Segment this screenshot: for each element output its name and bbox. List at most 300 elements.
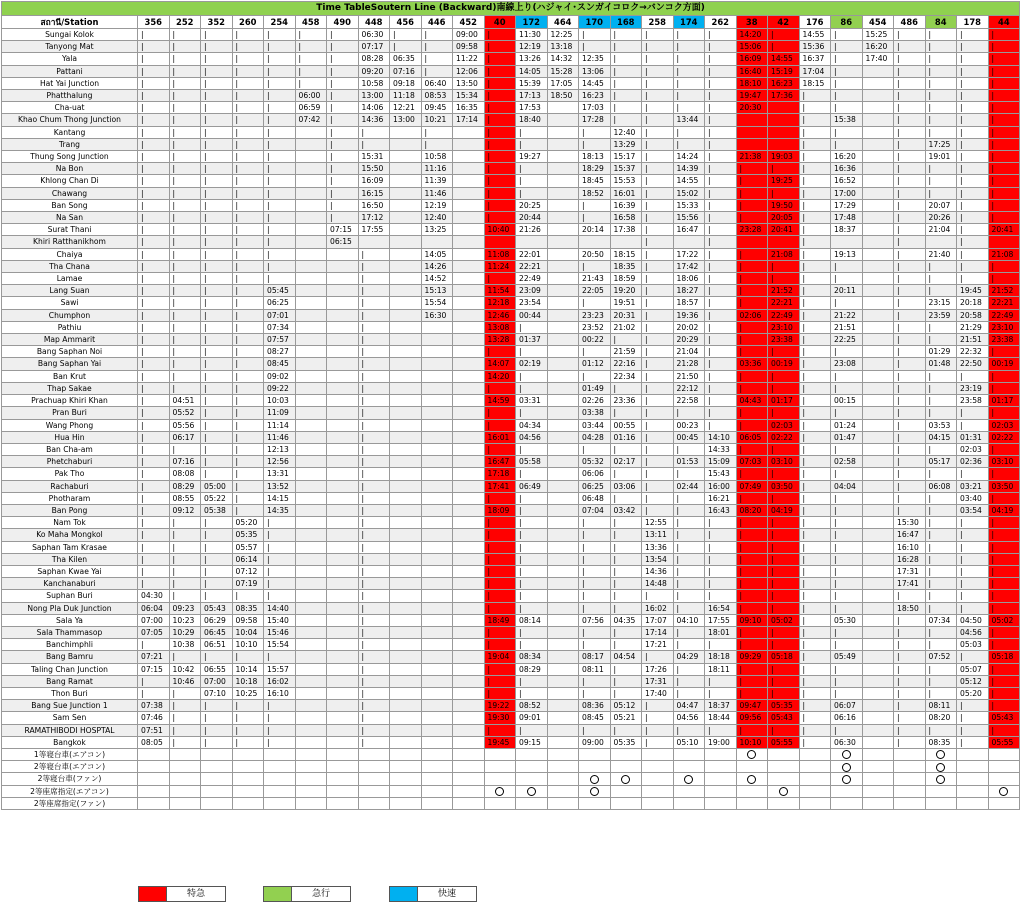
time-cell: | [201,297,233,309]
time-cell: 22:25 [831,334,863,346]
class-mark-cell [579,797,611,809]
time-cell [327,626,359,638]
time-cell [390,358,422,370]
time-cell: | [673,29,705,41]
time-cell: | [957,126,989,138]
time-cell: | [642,138,674,150]
time-cell: 18:29 [579,163,611,175]
time-cell: 23:15 [925,297,957,309]
time-cell: | [925,590,957,602]
time-cell: 07:42 [295,114,327,126]
time-cell: 19:36 [673,309,705,321]
time-cell: 06:00 [295,90,327,102]
class-mark-cell [264,748,296,760]
time-cell: 13:31 [264,468,296,480]
time-cell: | [642,151,674,163]
class-mark-cell [957,785,989,797]
time-cell: | [957,370,989,382]
time-cell: 14:20 [484,370,516,382]
time-cell [295,480,327,492]
time-cell [453,395,485,407]
time-cell: | [232,382,264,394]
class-mark-cell [327,773,359,785]
time-cell: 19:45 [484,736,516,748]
time-cell: | [736,553,768,565]
time-cell: 16:47 [894,529,926,541]
time-cell: | [358,309,390,321]
time-cell: | [831,663,863,675]
time-cell [327,553,359,565]
time-cell: | [894,431,926,443]
time-cell: | [642,419,674,431]
time-cell [421,492,453,504]
time-cell: | [201,700,233,712]
time-cell [295,504,327,516]
time-cell: 06:14 [232,553,264,565]
station-name: Bang Bamru [2,651,138,663]
time-cell: 17:41 [894,578,926,590]
time-cell: 17:40 [862,53,894,65]
time-cell: 10:58 [358,77,390,89]
station-row [2,651,1020,663]
time-cell: | [799,90,831,102]
time-cell [862,456,894,468]
time-cell: | [516,565,548,577]
class-mark-cell [358,785,390,797]
time-cell [295,248,327,260]
time-cell: | [138,370,170,382]
time-cell: | [768,529,800,541]
time-cell: 18:50 [547,90,579,102]
time-cell: 07:57 [264,334,296,346]
time-cell: 10:58 [421,151,453,163]
legend-label: 特急 [167,886,226,902]
time-cell [547,248,579,260]
time-cell: | [831,578,863,590]
station-row [2,480,1020,492]
time-cell: | [736,285,768,297]
time-cell [390,565,422,577]
time-cell: | [988,102,1020,114]
time-cell: | [642,431,674,443]
time-cell: 14:36 [642,565,674,577]
time-cell: | [201,346,233,358]
time-cell: 09:02 [264,370,296,382]
class-mark-cell [358,773,390,785]
class-row [2,773,1020,785]
time-cell: | [484,639,516,651]
time-cell: | [894,224,926,236]
time-cell: | [957,651,989,663]
time-cell: | [642,199,674,211]
time-cell: | [831,407,863,419]
time-cell [862,163,894,175]
time-cell: | [894,675,926,687]
time-cell: | [799,492,831,504]
class-mark-cell [988,761,1020,773]
time-cell: | [169,29,201,41]
time-cell: 02:19 [516,358,548,370]
time-cell [862,309,894,321]
time-cell [547,273,579,285]
time-cell: 07:04 [579,504,611,516]
time-cell [453,175,485,187]
time-cell: 14:32 [547,53,579,65]
time-cell: | [925,639,957,651]
time-cell: | [201,212,233,224]
station-name: Khao Chum Thong Junction [2,114,138,126]
time-cell [862,248,894,260]
time-cell: | [484,138,516,150]
time-cell: | [925,102,957,114]
train-number: 172 [516,16,548,29]
time-cell: | [138,236,170,248]
time-cell: | [358,260,390,272]
time-cell: | [516,590,548,602]
time-cell: 05:17 [925,456,957,468]
time-cell: | [768,382,800,394]
time-cell: 12:13 [264,443,296,455]
time-cell [547,492,579,504]
time-cell: | [264,736,296,748]
time-cell [862,334,894,346]
time-cell [453,370,485,382]
class-mark-cell [642,797,674,809]
time-cell: 16:10 [264,687,296,699]
time-cell: | [799,212,831,224]
time-cell: 14:55 [799,29,831,41]
class-mark-cell [421,773,453,785]
time-cell: | [642,285,674,297]
time-cell: | [358,297,390,309]
time-cell: | [484,77,516,89]
time-cell: 17:40 [642,687,674,699]
time-cell: | [831,492,863,504]
time-cell: | [642,309,674,321]
class-mark-cell [421,785,453,797]
time-cell: 20:05 [768,212,800,224]
station-name: Chawang [2,187,138,199]
station-row [2,712,1020,724]
class-mark-cell [295,797,327,809]
class-mark-cell [705,785,737,797]
time-cell: | [138,407,170,419]
time-cell: 10:04 [232,626,264,638]
time-cell: 13:44 [673,114,705,126]
time-cell: 03:42 [610,504,642,516]
time-cell [390,553,422,565]
class-mark-cell [610,773,642,785]
time-cell [736,126,768,138]
availability-circle-icon [747,775,756,784]
availability-circle-icon [842,775,851,784]
time-cell: 16:01 [484,431,516,443]
time-cell: | [988,529,1020,541]
time-cell [453,553,485,565]
time-cell: | [705,407,737,419]
time-cell: 14:55 [673,175,705,187]
time-cell: | [232,370,264,382]
time-cell: 18:09 [484,504,516,516]
time-cell: | [736,273,768,285]
time-cell: 22:49 [988,309,1020,321]
time-cell: | [358,724,390,736]
time-cell: 20:02 [673,321,705,333]
time-cell: | [988,700,1020,712]
time-cell: | [705,358,737,370]
time-cell: | [516,370,548,382]
time-cell: | [201,590,233,602]
time-cell: | [484,53,516,65]
time-cell: | [169,41,201,53]
time-cell: | [988,41,1020,53]
availability-circle-icon [495,787,504,796]
time-cell: | [799,297,831,309]
time-cell: | [925,724,957,736]
time-cell: | [264,273,296,285]
time-cell: | [484,29,516,41]
class-mark-cell [673,748,705,760]
time-cell [421,236,453,248]
station-name: Bang Sue Junction 1 [2,700,138,712]
time-cell: 16:20 [831,151,863,163]
station-row [2,285,1020,297]
time-cell: 00:22 [579,334,611,346]
time-cell: | [894,41,926,53]
class-mark-cell [579,761,611,773]
time-cell: | [138,578,170,590]
time-cell [862,285,894,297]
time-cell: | [673,517,705,529]
train-number: 356 [138,16,170,29]
time-cell: 07:00 [201,675,233,687]
time-cell: | [894,443,926,455]
time-cell: | [768,687,800,699]
time-cell [390,212,422,224]
time-cell: 10:29 [169,626,201,638]
time-cell: | [736,212,768,224]
time-cell: | [579,443,611,455]
time-cell: 07:16 [169,456,201,468]
time-cell: | [705,212,737,224]
time-cell: | [264,41,296,53]
station-name: Bang Ramat [2,675,138,687]
time-cell: 11:30 [516,29,548,41]
time-cell: 06:59 [295,102,327,114]
time-cell [390,309,422,321]
time-cell: | [831,724,863,736]
time-cell [421,504,453,516]
time-cell: | [264,212,296,224]
time-cell [862,639,894,651]
time-cell [327,565,359,577]
time-cell: | [988,626,1020,638]
time-cell: 23:19 [957,382,989,394]
class-mark-cell [957,797,989,809]
time-cell: 14:07 [484,358,516,370]
time-cell: | [232,492,264,504]
time-cell: | [957,273,989,285]
time-cell: | [201,431,233,443]
time-cell: | [705,639,737,651]
station-row [2,321,1020,333]
time-cell [295,517,327,529]
time-cell: 17:55 [358,224,390,236]
time-cell: | [642,590,674,602]
time-cell: | [799,639,831,651]
time-cell: | [484,175,516,187]
time-cell [421,687,453,699]
time-cell: | [768,675,800,687]
time-cell: | [484,273,516,285]
time-cell: | [484,419,516,431]
time-cell: 17:04 [799,65,831,77]
time-cell [390,602,422,614]
train-number: 42 [768,16,800,29]
time-cell: | [169,358,201,370]
time-cell: | [201,90,233,102]
time-cell: | [768,187,800,199]
time-cell [862,260,894,272]
time-cell [547,309,579,321]
time-cell: | [138,541,170,553]
time-cell [862,663,894,675]
time-cell [421,651,453,663]
time-cell: 08:34 [516,651,548,663]
time-cell [768,138,800,150]
time-cell [390,346,422,358]
time-cell [547,395,579,407]
time-cell: | [232,260,264,272]
time-cell [862,407,894,419]
time-cell: | [484,517,516,529]
time-cell: | [894,687,926,699]
time-cell: 05:12 [957,675,989,687]
class-mark-cell [421,748,453,760]
time-cell: | [673,724,705,736]
availability-circle-icon [747,750,756,759]
time-cell: 11:09 [264,407,296,419]
time-cell [453,541,485,553]
time-cell: | [736,187,768,199]
time-cell [547,138,579,150]
time-cell: | [831,346,863,358]
time-cell: | [138,187,170,199]
class-mark-cell [232,797,264,809]
time-cell: | [642,321,674,333]
time-cell: | [169,687,201,699]
time-cell: | [705,724,737,736]
time-cell [610,236,642,248]
time-cell: 21:52 [988,285,1020,297]
time-cell [327,468,359,480]
time-cell: | [201,443,233,455]
station-row [2,639,1020,651]
time-cell: | [642,651,674,663]
time-cell: | [264,163,296,175]
time-cell: 12:21 [390,102,422,114]
time-cell [736,138,768,150]
time-cell: 04:30 [138,590,170,602]
time-cell [421,468,453,480]
time-cell [327,736,359,748]
time-cell: | [484,382,516,394]
time-cell: | [642,297,674,309]
time-cell [453,651,485,663]
time-cell: | [610,602,642,614]
time-cell: | [673,126,705,138]
time-cell: | [925,504,957,516]
time-cell [453,431,485,443]
time-cell: | [988,163,1020,175]
time-cell: | [705,297,737,309]
time-cell: 23:38 [768,334,800,346]
time-cell [295,529,327,541]
time-cell: 16:09 [736,53,768,65]
time-cell [295,285,327,297]
time-cell [453,578,485,590]
time-cell: | [957,236,989,248]
time-cell: | [642,407,674,419]
class-mark-cell [232,773,264,785]
time-cell [327,687,359,699]
time-cell: 01:24 [831,419,863,431]
class-mark-cell [862,748,894,760]
time-cell [862,114,894,126]
time-cell: | [201,236,233,248]
availability-circle-icon [684,775,693,784]
time-cell: | [232,724,264,736]
time-cell [453,419,485,431]
time-cell: | [736,175,768,187]
time-cell [327,492,359,504]
time-cell: | [925,53,957,65]
time-cell: | [232,297,264,309]
time-cell: | [642,346,674,358]
time-cell: | [925,663,957,675]
time-cell [547,126,579,138]
station-name: Thon Buri [2,687,138,699]
time-cell: 19:03 [768,151,800,163]
time-cell [547,687,579,699]
time-cell: | [138,358,170,370]
time-cell: | [736,199,768,211]
time-cell: 06:48 [579,492,611,504]
time-cell: 17:14 [453,114,485,126]
time-cell: | [894,700,926,712]
time-cell: | [169,77,201,89]
time-cell: | [201,138,233,150]
station-name: Khlong Chan Di [2,175,138,187]
class-mark-cell [862,797,894,809]
time-cell [453,163,485,175]
time-cell: 19:25 [768,175,800,187]
time-cell: | [642,212,674,224]
time-cell: 13:52 [264,480,296,492]
time-cell: | [516,517,548,529]
time-cell: | [831,553,863,565]
time-cell: | [516,468,548,480]
time-cell [295,273,327,285]
time-cell: | [138,321,170,333]
availability-circle-icon [936,763,945,772]
time-cell: 05:49 [831,651,863,663]
time-cell: 15:38 [831,114,863,126]
time-cell: | [673,504,705,516]
class-name: 2等寝台車(ファン) [2,773,138,785]
train-number: 178 [957,16,989,29]
class-mark-cell [673,773,705,785]
